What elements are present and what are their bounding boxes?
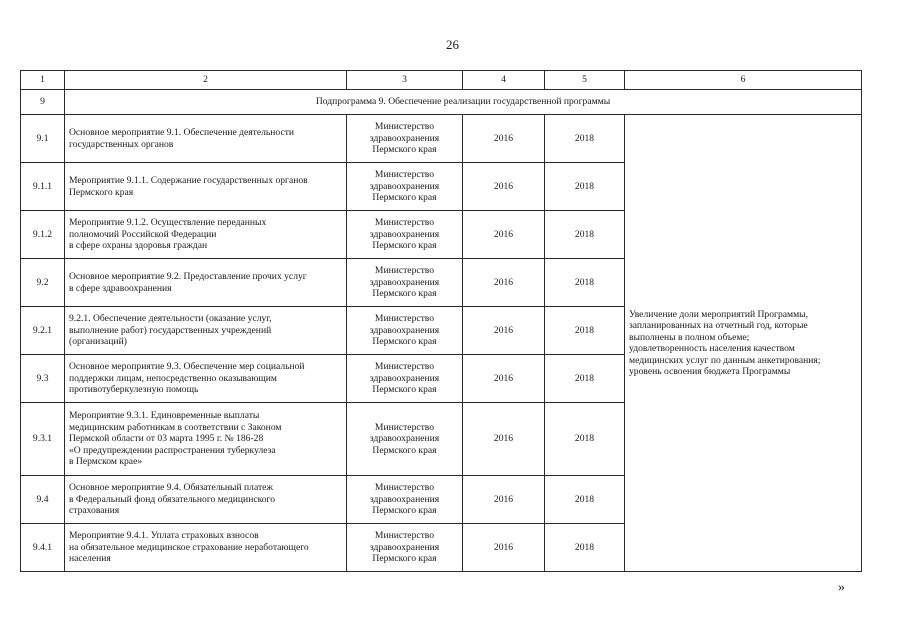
program-table — [20, 70, 862, 572]
activity-name-line: Основное мероприятие 9.2. Предоставление прочих услуг — [69, 271, 307, 282]
end-year: 2018 — [545, 307, 625, 355]
end-year: 2018 — [545, 476, 625, 524]
activity-name-line: (организаций) — [69, 336, 127, 348]
row-number: 9.4.1 — [21, 524, 65, 572]
executor-line: здравоохранения — [369, 493, 440, 505]
executor-line: Пермского края — [372, 288, 437, 300]
activity-name-line: Основное мероприятие 9.1. Обеспечение деятельности — [69, 127, 295, 138]
activity-name — [65, 307, 347, 355]
executor — [347, 307, 463, 355]
row-number: 9.1 — [21, 115, 65, 163]
row-number: 9.3 — [21, 355, 65, 403]
activity-name-line: в сфере охраны здоровья граждан — [69, 240, 208, 252]
start-year: 2016 — [463, 163, 545, 211]
table-row — [21, 115, 862, 163]
executor-line: Министерство — [374, 361, 435, 373]
activity-name-line: на обязательное медицинское страхование неработающего — [69, 541, 309, 553]
end-year: 2018 — [545, 163, 625, 211]
executor — [347, 355, 463, 403]
activity-name-line: полномочий Российской Федерации — [69, 228, 217, 240]
start-year: 2016 — [463, 307, 545, 355]
start-year: 2016 — [463, 211, 545, 259]
executor-line: Министерство — [374, 121, 435, 133]
activity-name-line: противотуберкулезную помощь — [69, 384, 199, 396]
executor — [347, 115, 463, 163]
end-year: 2018 — [545, 115, 625, 163]
executor-line: Министерство — [374, 530, 435, 542]
end-year: 2018 — [545, 211, 625, 259]
activity-name-line: государственных органов — [69, 138, 174, 150]
activity-name — [65, 355, 347, 403]
column-header-row — [21, 71, 862, 90]
activity-name — [65, 524, 347, 572]
executor-line: Министерство — [374, 313, 435, 325]
activity-name — [65, 403, 347, 476]
column-header: 1 — [21, 71, 65, 90]
start-year: 2016 — [463, 259, 545, 307]
column-header: 6 — [625, 71, 862, 90]
row-number: 9.3.1 — [21, 403, 65, 476]
column-header: 3 — [347, 71, 463, 90]
column-header: 5 — [545, 71, 625, 90]
activity-name-line: Мероприятие 9.1.2. Осуществление переданных — [69, 217, 267, 229]
page-number: 26 — [446, 37, 459, 52]
start-year: 2016 — [463, 115, 545, 163]
activity-name-line: страхования — [69, 505, 120, 517]
activity-name — [65, 163, 347, 211]
activity-name-line: в сфере здравоохранения — [69, 282, 172, 294]
executor — [347, 476, 463, 524]
executor-line: Пермского края — [372, 240, 437, 252]
executor-line: здравоохранения — [369, 132, 440, 144]
executor — [347, 211, 463, 259]
activity-name — [65, 476, 347, 524]
row-number: 9.1.2 — [21, 211, 65, 259]
start-year: 2016 — [463, 476, 545, 524]
activity-name-line: населения — [69, 553, 111, 565]
executor-line: Министерство — [374, 169, 435, 181]
executor-line: здравоохранения — [369, 324, 440, 336]
continuation-mark: » — [838, 580, 845, 595]
subprogram-title: Подпрограмма 9. Обеспечение реализации государственной программы — [65, 90, 862, 115]
activity-name-line: Мероприятие 9.4.1. Уплата страховых взносов — [69, 530, 259, 542]
expected-result-line: выполнены в полном объеме; — [629, 331, 750, 343]
activity-name-line: Пермской области от 03 марта 1995 г. № 186-28 — [69, 433, 264, 445]
end-year: 2018 — [545, 259, 625, 307]
start-year: 2016 — [463, 355, 545, 403]
activity-name-line: в Пермском крае» — [69, 456, 143, 468]
executor-line: Пермского края — [372, 384, 437, 396]
executor-line: здравоохранения — [369, 372, 440, 384]
executor — [347, 259, 463, 307]
subprogram-number: 9 — [21, 90, 65, 115]
executor-line: Пермского края — [372, 336, 437, 348]
executor-line: Министерство — [374, 421, 435, 433]
activity-name-line: в Федеральный фонд обязательного медицинского — [69, 493, 276, 505]
executor-line: здравоохранения — [369, 541, 440, 553]
activity-name-line: 9.2.1. Обеспечение деятельности (оказание услуг, — [69, 313, 272, 325]
executor-line: Министерство — [374, 265, 435, 277]
activity-name — [65, 259, 347, 307]
end-year: 2018 — [545, 403, 625, 476]
executor-line: здравоохранения — [369, 276, 440, 288]
executor — [347, 403, 463, 476]
column-header: 4 — [463, 71, 545, 90]
activity-name-line: Мероприятие 9.1.1. Содержание государственных органов — [69, 175, 308, 186]
executor-line: Пермского края — [372, 144, 437, 156]
activity-name-line: Мероприятие 9.3.1. Единовременные выплаты — [69, 410, 260, 422]
row-number: 9.4 — [21, 476, 65, 524]
executor — [347, 163, 463, 211]
executor-line: Пермского края — [372, 553, 437, 565]
executor-line: здравоохранения — [369, 228, 440, 240]
activity-name-line: выполнение работ) государственных учреждений — [69, 324, 272, 336]
expected-result — [625, 115, 862, 572]
executor-line: Министерство — [374, 217, 435, 229]
row-number: 9.1.1 — [21, 163, 65, 211]
activity-name — [65, 211, 347, 259]
end-year: 2018 — [545, 355, 625, 403]
activity-name-line: Пермского края — [69, 186, 134, 198]
executor-line: Пермского края — [372, 192, 437, 204]
executor-line: здравоохранения — [369, 180, 440, 192]
activity-name-line: Основное мероприятие 9.4. Обязательный платеж — [69, 482, 274, 494]
activity-name-line: медицинским работникам в соответствии с Законом — [69, 421, 282, 433]
executor-line: Пермского края — [372, 444, 437, 456]
executor-line: Пермского края — [372, 505, 437, 517]
activity-name-line: Основное мероприятие 9.3. Обеспечение мер социальной — [69, 361, 305, 373]
activity-name-line: поддержки лицам, непосредственно оказывающим — [69, 372, 277, 384]
subprogram-row — [21, 90, 862, 115]
start-year: 2016 — [463, 403, 545, 476]
column-header: 2 — [65, 71, 347, 90]
start-year: 2016 — [463, 524, 545, 572]
expected-result-line: удовлетворенность населения качеством — [629, 343, 795, 354]
executor — [347, 524, 463, 572]
activity-name — [65, 115, 347, 163]
activity-name-line: «О предупреждении распространения туберкулеза — [69, 444, 276, 456]
executor-line: здравоохранения — [369, 433, 440, 445]
end-year: 2018 — [545, 524, 625, 572]
expected-result-line: уровень освоения бюджета Программы — [629, 366, 791, 377]
expected-result-line: запланированных на отчетный год, которые — [629, 320, 808, 331]
executor-line: Министерство — [374, 482, 435, 494]
row-number: 9.2.1 — [21, 307, 65, 355]
row-number: 9.2 — [21, 259, 65, 307]
expected-result-line: медицинских услуг по данным анкетирования; — [629, 354, 821, 366]
expected-result-line: Увеличение доли мероприятий Программы, — [629, 308, 809, 320]
